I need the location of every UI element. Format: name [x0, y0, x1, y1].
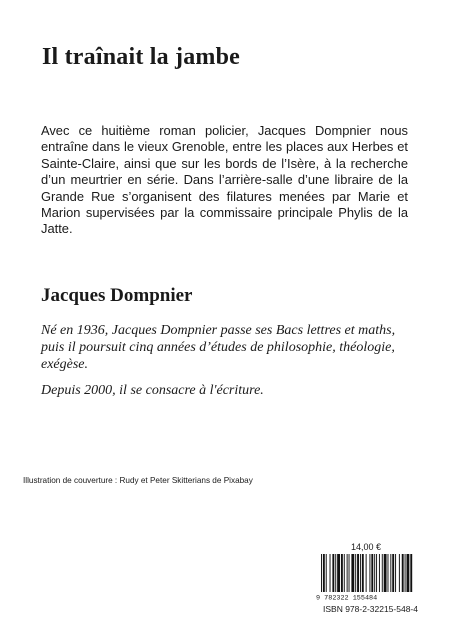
- isbn-label: ISBN 978-2-32215-548-4: [323, 604, 418, 614]
- barcode: [314, 553, 417, 601]
- barcode-bar: [374, 554, 375, 592]
- barcode-bar: [321, 554, 322, 592]
- barcode-bar: [335, 554, 336, 592]
- barcode-bar: [388, 554, 389, 592]
- author-bio-paragraph: Né en 1936, Jacques Dompnier passe ses Bacs lettres et maths, puis il poursuit cinq années d’études de philosophie, théologie, exégèse.: [41, 323, 396, 372]
- barcode-digits: 9 782322 155484: [316, 594, 378, 601]
- barcode-bar: [384, 554, 387, 592]
- barcode-bar: [410, 554, 412, 592]
- barcode-graphic: [314, 553, 417, 601]
- barcode-bar: [330, 554, 331, 592]
- author-name: Jacques Dompnier: [41, 285, 193, 306]
- barcode-bar: [366, 554, 367, 592]
- barcode-bar: [371, 554, 373, 592]
- barcode-bar: [332, 554, 334, 592]
- barcode-bar: [360, 554, 361, 592]
- barcode-bar: [390, 554, 391, 592]
- barcode-bar: [369, 554, 370, 592]
- illustration-credit: Illustration de couverture : Rudy et Peter Skitterians de Pixabay: [23, 476, 253, 485]
- barcode-bar: [407, 554, 410, 592]
- barcode-bar: [402, 554, 404, 592]
- price-label: 14,00 €: [351, 542, 382, 552]
- barcode-bar: [379, 554, 380, 592]
- barcode-bar: [405, 554, 406, 592]
- barcode-bar: [344, 554, 345, 592]
- barcode-bar: [395, 554, 396, 592]
- author-bio-paragraph-2: Depuis 2000, il se consacre à l'écriture.: [41, 383, 264, 398]
- barcode-bar: [326, 554, 327, 592]
- barcode-bar: [355, 554, 356, 592]
- barcode-bar: [376, 554, 377, 592]
- barcode-bar: [382, 554, 383, 592]
- barcode-bar: [351, 554, 354, 592]
- barcode-bar: [349, 554, 350, 592]
- barcode-bar: [347, 554, 348, 592]
- barcode-bar: [341, 554, 343, 592]
- barcode-bar: [392, 554, 394, 592]
- synopsis-paragraph: Avec ce huitième roman policier, Jacques Dompnier nous entraîne dans le vieux Grenoble, entre les places aux Herbes et Sainte-Claire, ainsi que sur les bords de l’Isère, à la recherche d’un meurtrier en série. Dans l’arrière-salle d’une libraire de la Grande Rue s’organisent des filatures menées par Marie et Marion supervisées par la commissaire principale Phylis de la Jatte.: [41, 123, 408, 237]
- barcode-bar: [323, 554, 325, 592]
- barcode-bar: [337, 554, 340, 592]
- barcode-bar: [362, 554, 364, 592]
- book-title: Il traînait la jambe: [42, 44, 240, 70]
- barcode-bar: [399, 554, 400, 592]
- barcode-bar: [357, 554, 359, 592]
